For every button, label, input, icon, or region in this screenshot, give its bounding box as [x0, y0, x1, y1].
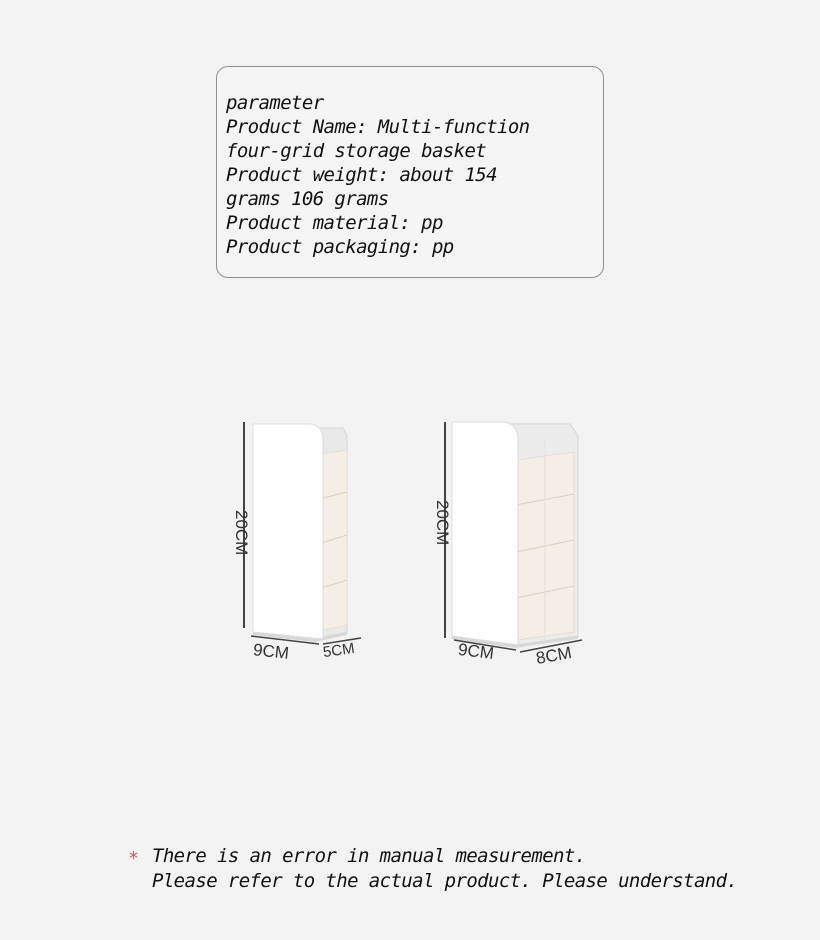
depth-label: 5CM [321, 639, 356, 662]
param-weight: Product weight: about 154 [226, 164, 497, 186]
product-figure-small [215, 410, 375, 680]
note-line-1: There is an error in manual measurement. [152, 845, 586, 867]
width-label: 9CM [457, 639, 495, 664]
param-material: Product material: pp [226, 212, 443, 234]
measurement-note [128, 844, 737, 894]
note-line-2: Please refer to the actual product. Please understand. [152, 870, 738, 892]
product-figure-large [420, 410, 590, 680]
param-weight-cont: grams 106 grams [226, 188, 389, 210]
param-product-name: Product Name: Multi-function [226, 116, 530, 138]
asterisk-icon: * [128, 848, 139, 869]
height-label: 20CM [232, 510, 251, 556]
parameter-box [216, 66, 604, 278]
width-label: 9CM [252, 640, 290, 663]
depth-label: 8CM [534, 643, 574, 668]
param-title: parameter [226, 92, 324, 114]
height-label: 20CM [433, 500, 452, 546]
param-packaging: Product packaging: pp [226, 236, 454, 258]
param-product-name-cont: four-grid storage basket [226, 140, 487, 162]
